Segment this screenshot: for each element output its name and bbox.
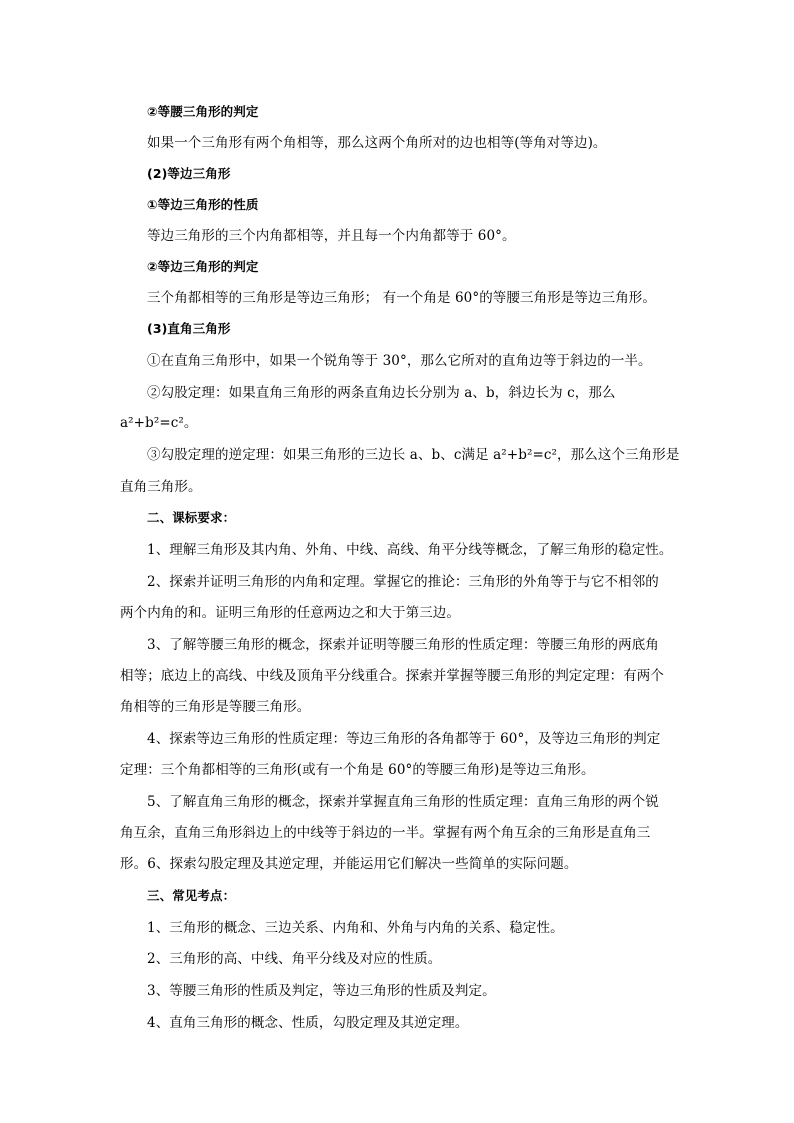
exam-point-1: 1、三角形的概念、三边关系、内角和、外角与内角的关系、稳定性。 [147,920,564,936]
requirement-3-line1: 3、了解等腰三角形的概念，探索并证明等腰三角形的性质定理：等腰三角形的两底角 [147,637,659,653]
requirement-2-line2: 两个内角的和。证明三角形的任意两边之和大于第三边。 [120,605,460,621]
exam-point-4: 4、直角三角形的概念、性质，勾股定理及其逆定理。 [147,1015,469,1031]
requirement-4-line2: 定理：三个角都相等的三角形(或有一个角是 60°的等腰三角形)是等边三角形。 [120,762,595,778]
exam-point-2: 2、三角形的高、中线、角平分线及对应的性质。 [147,951,442,967]
heading-right-triangle: (3)直角三角形 [147,321,231,336]
heading-equilateral: (2)等边三角形 [147,166,231,181]
requirement-5-line1: 5、了解直角三角形的概念，探索并掌握直角三角形的性质定理：直角三角形的两个锐 [147,794,659,810]
requirement-5-line2: 角互余，直角三角形斜边上的中线等于斜边的一半。掌握有两个角互余的三角形是直角三 [120,825,651,841]
paragraph-pythagoras-line2: a²+b²=c²。 [120,415,198,431]
heading-equilateral-properties: ①等边三角形的性质 [147,197,259,212]
requirement-1: 1、理解三角形及其内角、外角、中线、高线、角平分线等概念，了解三角形的稳定性。 [147,542,673,558]
paragraph-pythagoras-converse-line2: 直角三角形。 [120,479,202,495]
heading-equilateral-judgement: ②等边三角形的判定 [147,259,259,274]
heading-curriculum-requirements: 二、课标要求： [147,510,236,525]
heading-isosceles-judgement: ②等腰三角形的判定 [147,104,259,119]
paragraph-isosceles-judgement: 如果一个三角形有两个角相等，那么这两个角所对的边也相等(等角对等边)。 [147,135,607,151]
requirement-5-line3: 形。6、探索勾股定理及其逆定理，并能运用它们解决一些简单的实际问题。 [120,856,578,872]
paragraph-equilateral-judgement: 三个角都相等的三角形是等边三角形； 有一个角是 60°的等腰三角形是等边三角形。 [147,290,657,306]
requirement-3-line3: 角相等的三角形是等腰三角形。 [120,699,311,715]
paragraph-pythagoras-line1: ②勾股定理：如果直角三角形的两条直角边长分别为 a、b，斜边长为 c，那么 [147,385,616,401]
paragraph-pythagoras-converse-line1: ③勾股定理的逆定理：如果三角形的三边长 a、b、c满足 a²+b²=c²，那么这个三角形是 [147,447,680,463]
paragraph-right-30deg: ①在直角三角形中，如果一个锐角等于 30°，那么它所对的直角边等于斜边的一半。 [147,353,652,369]
heading-common-exam-points: 三、常见考点： [147,888,236,903]
paragraph-equilateral-properties: 等边三角形的三个内角都相等，并且每一个内角都等于 60°。 [147,228,516,244]
requirement-4-line1: 4、探索等边三角形的性质定理：等边三角形的各角都等于 60°，及等边三角形的判定 [147,731,661,747]
exam-point-3: 3、等腰三角形的性质及判定，等边三角形的性质及判定。 [147,983,496,999]
requirement-3-line2: 相等；底边上的高线、中线及顶角平分线重合。探索并掌握等腰三角形的判定定理：有两个 [120,668,664,684]
requirement-2-line1: 2、探索并证明三角形的内角和定理。掌握它的推论：三角形的外角等于与它不相邻的 [147,574,659,590]
